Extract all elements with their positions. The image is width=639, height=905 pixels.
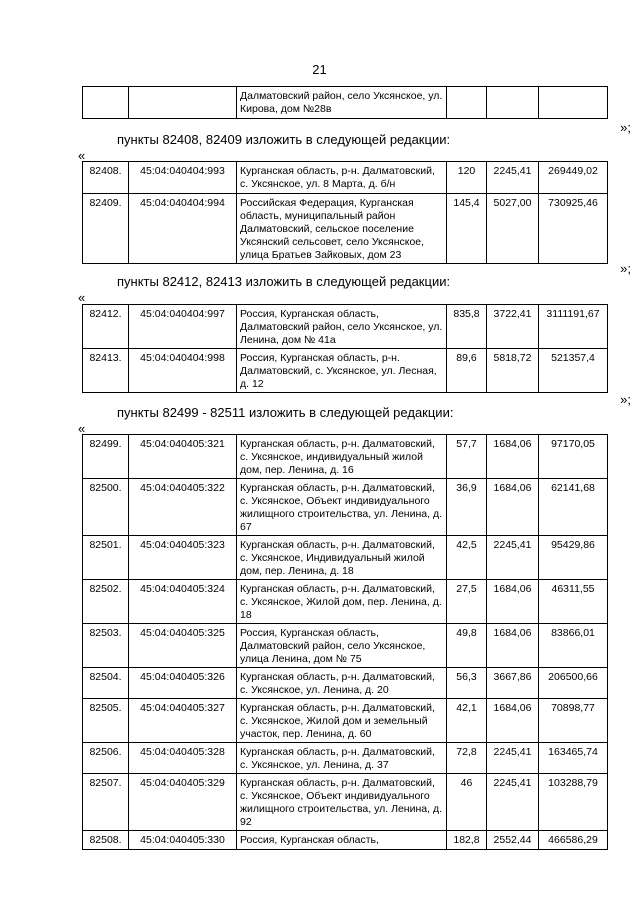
table-row (83, 580, 608, 624)
cell-area: 57,7 (447, 435, 487, 479)
cell-rate: 2245,41 (487, 743, 539, 774)
cell-area: 36,9 (447, 479, 487, 536)
cell-cadastral: 45:04:040404:998 (129, 349, 237, 393)
cell-cadastral: 45:04:040405:323 (129, 536, 237, 580)
cell-value: 97170,05 (539, 435, 608, 479)
cell-num: 82408. (83, 162, 129, 194)
cell-address: Россия, Курганская область, Далматовский район, село Уксянское, ул. Ленина, дом № 41а (237, 305, 447, 349)
cell-area: 49,8 (447, 624, 487, 668)
cell-value: 466586,29 (539, 831, 608, 850)
table-row (83, 305, 608, 349)
section-heading: пункты 82408, 82409 изложить в следующей редакции: (117, 132, 451, 147)
table-row (83, 624, 608, 668)
table-row (83, 435, 608, 479)
cell-num: 82409. (83, 194, 129, 264)
cell-cadastral: 45:04:040404:997 (129, 305, 237, 349)
cell-rate: 3722,41 (487, 305, 539, 349)
cell-value: 62141,68 (539, 479, 608, 536)
cell-num: 82502. (83, 580, 129, 624)
cell-area: 27,5 (447, 580, 487, 624)
section-table (82, 161, 608, 264)
cell-address: Российская Федерация, Курганская область, муниципальный район Далматовский, сельское поселение Уксянский сельсовет, село Уксянское, улица Братьев Зайковых, дом 23 (237, 194, 447, 264)
cell-address: Курганская область, р-н. Далматовский, с. Уксянское, Жилой дом и земельный участок, пер. Ленина, д. 60 (237, 699, 447, 743)
cell-num: 82412. (83, 305, 129, 349)
cell-rate: 2552,44 (487, 831, 539, 850)
cell-num: 82500. (83, 479, 129, 536)
close-quote: »; (620, 120, 631, 135)
cell-cadastral: 45:04:040405:324 (129, 580, 237, 624)
open-quote: « (78, 421, 86, 436)
cell-value: 730925,46 (539, 194, 608, 264)
cell-cadastral: 45:04:040405:330 (129, 831, 237, 850)
cell-address: Курганская область, р-н. Далматовский, с. Уксянское, ул. 8 Марта, д. б/н (237, 162, 447, 194)
cell-value: 269449,02 (539, 162, 608, 194)
cell-rate: 1684,06 (487, 479, 539, 536)
cell-value: 521357,4 (539, 349, 608, 393)
cell-rate: 5027,00 (487, 194, 539, 264)
cell-area: 89,6 (447, 349, 487, 393)
cell-cadastral: 45:04:040405:325 (129, 624, 237, 668)
page-number: 21 (312, 62, 327, 77)
open-quote: « (78, 148, 86, 163)
cell-area: 42,1 (447, 699, 487, 743)
cell-area: 46 (447, 774, 487, 831)
cell-value: 95429,86 (539, 536, 608, 580)
cell-area: 182,8 (447, 831, 487, 850)
cell-num: 82508. (83, 831, 129, 850)
cell-address: Россия, Курганская область, Далматовский район, село Уксянское, улица Ленина, дом № 75 (237, 624, 447, 668)
open-quote: « (78, 290, 86, 305)
close-quote: »; (620, 261, 631, 276)
cell-value (539, 87, 608, 119)
cell-address: Курганская область, р-н. Далматовский, с. Уксянское, ул. Ленина, д. 20 (237, 668, 447, 699)
table-row (83, 162, 608, 194)
cell-num: 82501. (83, 536, 129, 580)
table-row (83, 699, 608, 743)
section-heading: пункты 82499 - 82511 изложить в следующей редакции: (117, 405, 454, 420)
cell-num: 82505. (83, 699, 129, 743)
cell-num: 82499. (83, 435, 129, 479)
cell-address: Курганская область, р-н. Далматовский, с. Уксянское, Объект индивидуального жилищного строительства, ул. Ленина, д. 92 (237, 774, 447, 831)
section-heading: пункты 82412, 82413 изложить в следующей редакции: (117, 274, 451, 289)
cell-address: Россия, Курганская область, р-н. Далматовский, с. Уксянское, ул. Лесная, д. 12 (237, 349, 447, 393)
table-row (83, 831, 608, 850)
table-row (83, 194, 608, 264)
cell-value: 3111191,67 (539, 305, 608, 349)
section-table (82, 304, 608, 393)
cell-num: 82504. (83, 668, 129, 699)
cell-num: 82503. (83, 624, 129, 668)
cell-address: Курганская область, р-н. Далматовский, с. Уксянское, Жилой дом, пер. Ленина, д. 18 (237, 580, 447, 624)
cell-rate: 5818,72 (487, 349, 539, 393)
cell-rate: 2245,41 (487, 536, 539, 580)
section-table (82, 434, 608, 850)
cell-value: 163465,74 (539, 743, 608, 774)
cell-cadastral: 45:04:040405:326 (129, 668, 237, 699)
cell-cadastral: 45:04:040405:329 (129, 774, 237, 831)
cell-area: 835,8 (447, 305, 487, 349)
cell-value: 206500,66 (539, 668, 608, 699)
cell-value: 46311,55 (539, 580, 608, 624)
cell-address: Курганская область, р-н. Далматовский, с. Уксянское, ул. Ленина, д. 37 (237, 743, 447, 774)
cell-address: Курганская область, р-н. Далматовский, с. Уксянское, Объект индивидуального жилищного строительства, ул. Ленина, д. 67 (237, 479, 447, 536)
cell-address: Курганская область, р-н. Далматовский, с. Уксянское, Индивидуальный жилой дом, пер. Ленина, д. 18 (237, 536, 447, 580)
cell-area: 56,3 (447, 668, 487, 699)
cell-value: 83866,01 (539, 624, 608, 668)
cell-rate: 1684,06 (487, 580, 539, 624)
cell-area: 42,5 (447, 536, 487, 580)
cell-cadastral: 45:04:040404:994 (129, 194, 237, 264)
cell-rate (487, 87, 539, 119)
table-row (83, 668, 608, 699)
cell-area (447, 87, 487, 119)
cell-num: 82506. (83, 743, 129, 774)
continuation-table (82, 86, 608, 119)
table-row (83, 743, 608, 774)
cell-cadastral: 45:04:040405:322 (129, 479, 237, 536)
table-row (83, 349, 608, 393)
cell-cadastral: 45:04:040405:328 (129, 743, 237, 774)
cell-address: Далматовский район, село Уксянское, ул. Кирова, дом №28в (237, 87, 447, 119)
cell-value: 103288,79 (539, 774, 608, 831)
cell-num: 82413. (83, 349, 129, 393)
cell-rate: 2245,41 (487, 162, 539, 194)
cell-rate: 1684,06 (487, 699, 539, 743)
table-row (83, 479, 608, 536)
cell-cadastral: 45:04:040405:321 (129, 435, 237, 479)
table-row (83, 774, 608, 831)
cell-rate: 3667,86 (487, 668, 539, 699)
cell-address: Курганская область, р-н. Далматовский, с. Уксянское, индивидуальный жилой дом, пер. Ленина, д. 16 (237, 435, 447, 479)
cell-num: 82507. (83, 774, 129, 831)
cell-rate: 1684,06 (487, 435, 539, 479)
cell-rate: 1684,06 (487, 624, 539, 668)
cell-cadastral (129, 87, 237, 119)
cell-area: 145,4 (447, 194, 487, 264)
cell-address: Россия, Курганская область, (237, 831, 447, 850)
table-row (83, 87, 608, 119)
close-quote: »; (620, 392, 631, 407)
cell-area: 120 (447, 162, 487, 194)
cell-cadastral: 45:04:040404:993 (129, 162, 237, 194)
cell-rate: 2245,41 (487, 774, 539, 831)
table-row (83, 536, 608, 580)
cell-value: 70898,77 (539, 699, 608, 743)
cell-cadastral: 45:04:040405:327 (129, 699, 237, 743)
cell-num (83, 87, 129, 119)
cell-area: 72,8 (447, 743, 487, 774)
